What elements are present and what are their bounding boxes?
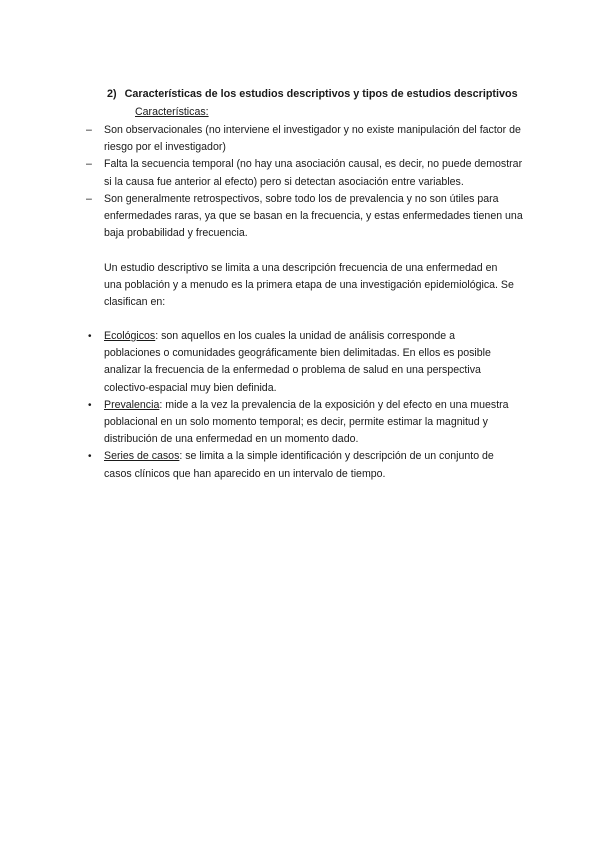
bullet-icon: • [88, 331, 92, 342]
type-term: Prevalencia [104, 398, 160, 411]
type-term: Series de casos [104, 450, 180, 463]
characteristic-text: Son observacionales (no interviene el investigador y no existe manipulación del factor de riesgo por el investigador) [104, 124, 521, 154]
dash-marker: – [86, 124, 92, 136]
bullet-icon: • [88, 399, 92, 411]
type-term: Ecológicos [104, 330, 156, 342]
dash-marker: – [86, 158, 92, 171]
intro-paragraph: Un estudio descriptivo se limita a una descripción frecuencia de una enfermedad en una población y a menudo es la primera etapa de una investigación epidemiológica. Se clasifican en: [104, 262, 514, 309]
section-title: Características de los estudios descriptivos y tipos de estudios descriptivos [124, 88, 518, 100]
type-description: : mide a la vez la prevalencia de la exposición y del efecto en una muestra poblacional en un solo momento temporal; es decir, permite estimar la magnitud y distribución de una enfermedad en un momento dado. [104, 398, 509, 446]
list-item [86, 328, 514, 397]
characteristics-subheading: Características: [135, 106, 209, 118]
list-item [86, 156, 526, 190]
list-item [86, 122, 526, 156]
list-item [86, 397, 514, 449]
type-description: : son aquellos en los cuales la unidad de análisis corresponde a poblaciones o comunidades geográficamente bien delimitadas. En ellos es posible analizar la frecuencia de la enfermedad o problema de salud en una perspectiva colectivo-espacial muy bien definida. [104, 330, 491, 394]
type-description: : se limita a la simple identificación y descripción de un conjunto de casos clínicos que han aparecido en un intervalo de tiempo. [104, 450, 494, 480]
bullet-icon: • [88, 451, 92, 463]
dash-marker: – [86, 192, 92, 205]
section-number: 2) [107, 88, 117, 100]
characteristics-list [86, 122, 526, 242]
list-item [86, 191, 526, 243]
study-types-list [86, 328, 514, 483]
list-item [86, 448, 514, 482]
section-heading [107, 86, 518, 103]
characteristic-text: Son generalmente retrospectivos, sobre todo los de prevalencia y no son útiles para enfermedades raras, ya que se basan en la frecuencia, y estas enfermedades tienen una baja probabilidad y frecuencia. [104, 192, 523, 240]
characteristic-text: Falta la secuencia temporal (no hay una asociación causal, es decir, no puede demostrar si la causa fue anterior al efecto) pero si detectan asociación entre variables. [104, 158, 523, 188]
